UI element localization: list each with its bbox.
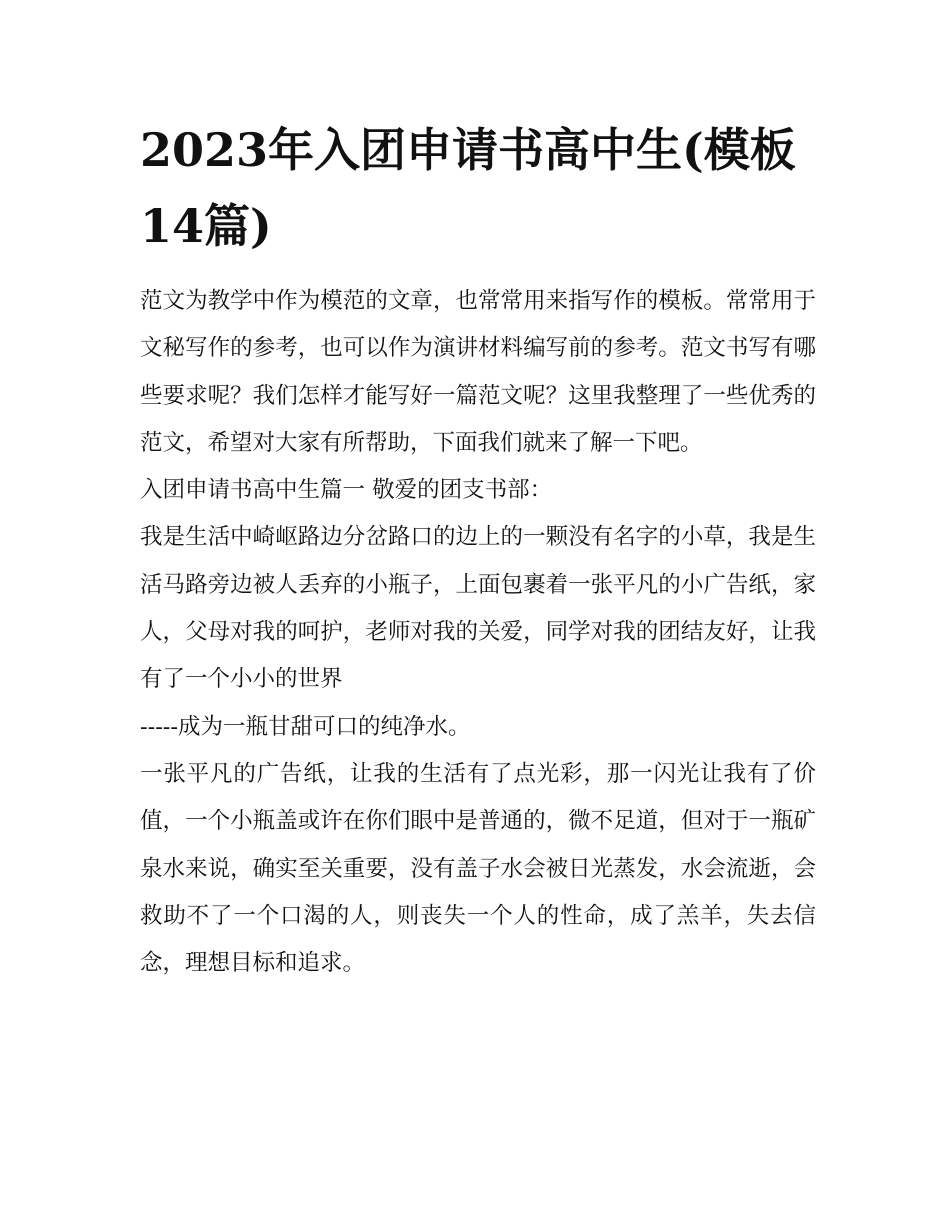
document-body (140, 278, 816, 987)
paragraph-heading: 入团申请书高中生篇一 敬爱的团支书部： (140, 477, 553, 504)
paragraph-intro: 范文为教学中作为模范的文章，也常常用来指写作的模板。常常用于文秘写作的参考，也可以作为演讲材料编写前的参考。范文书写有哪些要求呢？我们怎样才能写好一篇范文呢？这里我整理了一些优秀的范文，希望对大家有所帮助，下面我们就来了解一下吧。 (140, 288, 816, 456)
paragraph-grass: 我是生活中崎岖路边分岔路口的边上的一颗没有名字的小草，我是生活马路旁边被人丢弃的小瓶子，上面包裹着一张平凡的小广告纸，家人，父母对我的呵护，老师对我的关爱，同学对我的团结友好，让我有了一个小小的世界 (140, 524, 816, 693)
paragraph-pure-water: -----成为一瓶甘甜可口的纯净水。 (140, 713, 471, 740)
document-title: 2023年入团申请书高中生(模板14篇) (140, 123, 796, 253)
paragraph-bottle-cap: 一张平凡的广告纸，让我的生活有了点光彩，那一闪光让我有了价值，一个小瓶盖或许在你们眼中是普通的，微不足道，但对于一瓶矿泉水来说，确实至关重要，没有盖子水会被日光蒸发，水会流逝，会救助不了一个口渴的人，则丧失一个人的性命，成了羔羊，失去信念，理想目标和追求。 (140, 760, 816, 977)
